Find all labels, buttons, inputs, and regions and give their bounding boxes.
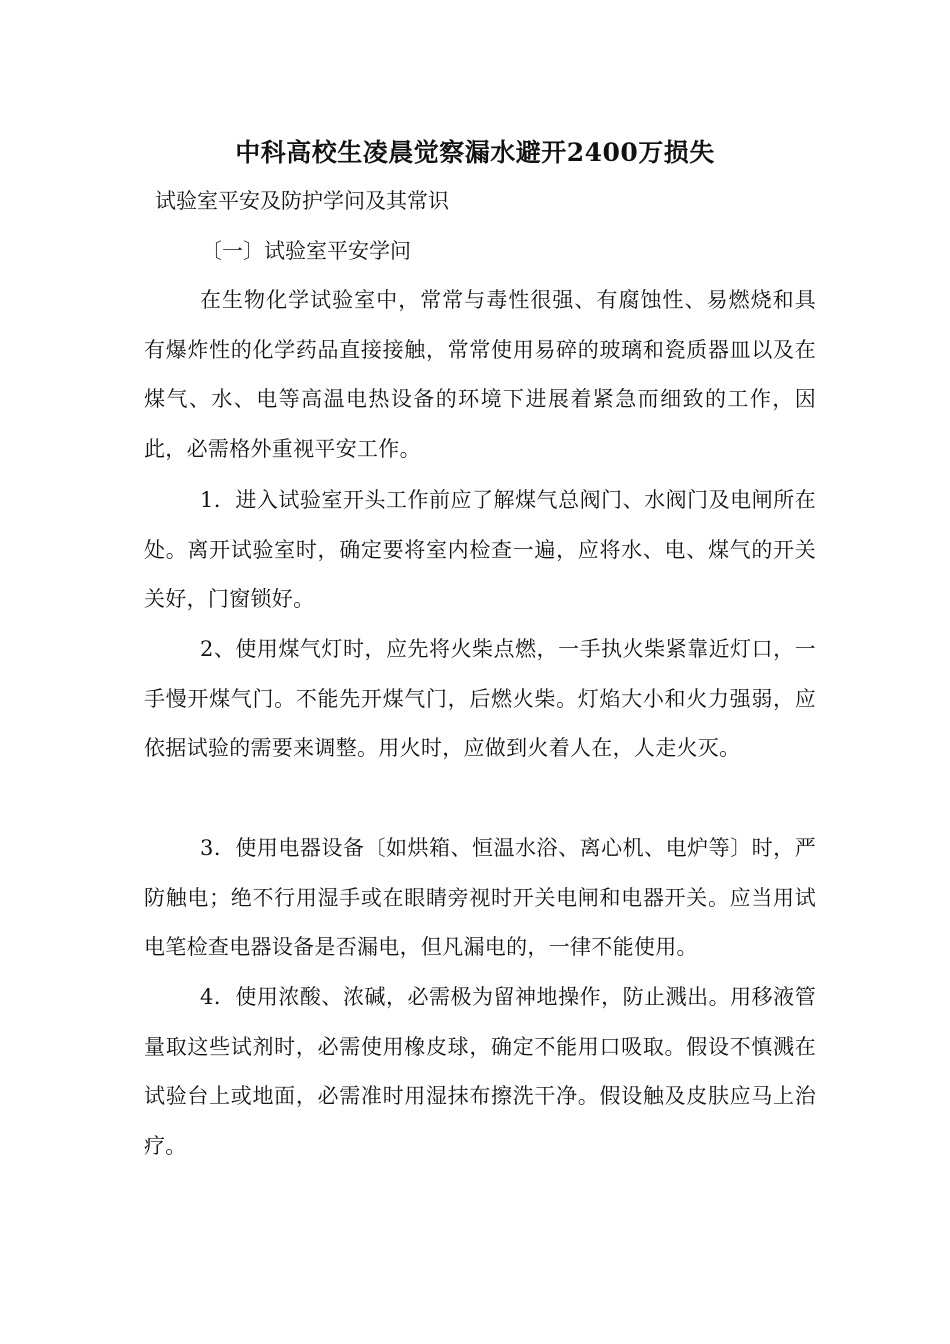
document-subtitle: 试验室平安及防护学问及其常识 — [155, 189, 449, 213]
paragraph-intro: 在生物化学试验室中，常常与毒性很强、有腐蚀性、易燃烧和具有爆炸性的化学药品直接接触，常常使用易碎的玻璃和瓷质器皿以及在煤气、水、电等高温电热设备的环境下进展着紧急而细致的工作，因此，必需格外重视平安工作。 — [144, 288, 816, 461]
paragraph-rule-3: 3．使用电器设备〔如烘箱、恒温水浴、离心机、电炉等〕时，严防触电；绝不行用湿手或在眼睛旁视时开关电闸和电器开关。应当用试电笔检查电器设备是否漏电，但凡漏电的，一律不能使用。 — [144, 836, 816, 959]
paragraph-rule-1: 1．进入试验室开头工作前应了解煤气总阀门、水阀门及电闸所在处。离开试验室时，确定要将室内检查一遍，应将水、电、煤气的开关关好，门窗锁好。 — [144, 488, 816, 611]
document-title: 中科高校生凌晨觉察漏水避开2400万损失 — [235, 138, 715, 167]
paragraph-rule-4: 4．使用浓酸、浓碱，必需极为留神地操作，防止溅出。用移液管量取这些试剂时，必需使用橡皮球，确定不能用口吸取。假设不慎溅在试验台上或地面，必需准时用湿抹布擦洗干净。假设触及皮肤应马上治疗。 — [144, 985, 816, 1158]
paragraph-rule-2: 2、使用煤气灯时，应先将火柴点燃，一手执火柴紧靠近灯口，一手慢开煤气门。不能先开煤气门，后燃火柴。灯焰大小和火力强弱，应依据试验的需要来调整。用火时，应做到火着人在，人走火灭。 — [144, 637, 816, 760]
section-heading: 〔一〕试验室平安学问 — [201, 239, 411, 263]
